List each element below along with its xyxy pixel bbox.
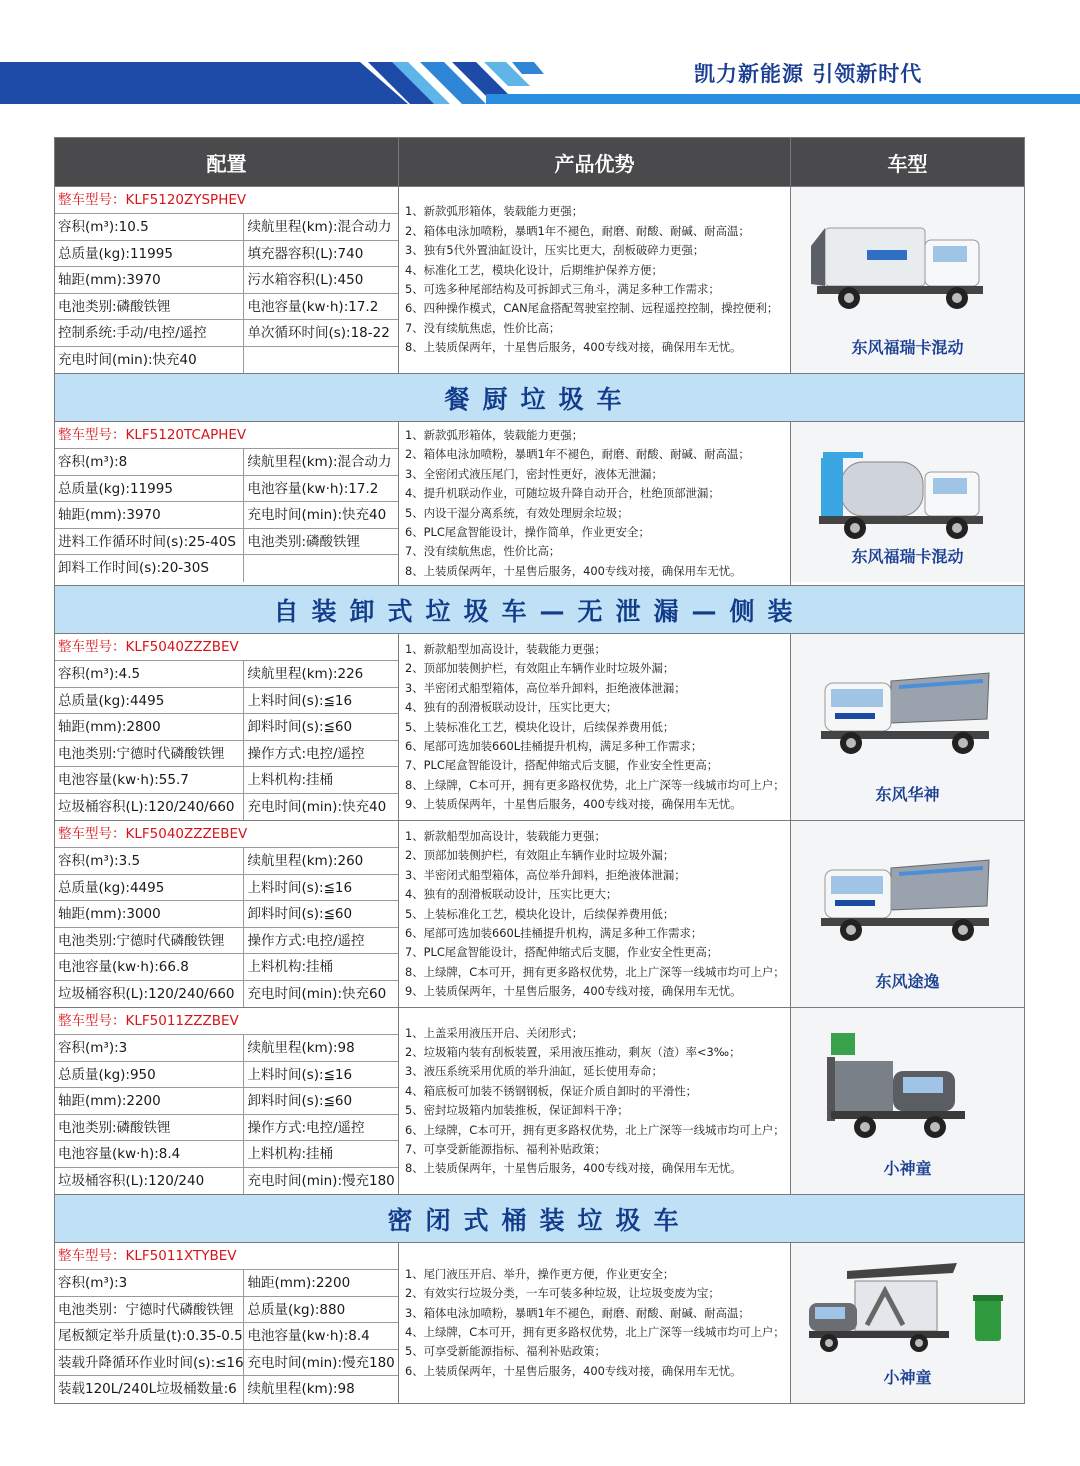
- advantage-item: 6、尾部可选加装660L挂桶提升机构，满足多种工作需求；: [405, 738, 703, 753]
- slogan: 凯力新能源 引领新时代: [694, 62, 923, 86]
- spec-right: 充电时间(min):快充40: [247, 798, 387, 815]
- config-cell: [55, 1243, 399, 1403]
- advantage-item: 5、可享受新能源指标、福利补贴政策；: [405, 1344, 606, 1359]
- advantage-item: 2、箱体电泳加喷粉，暴晒1年不褪色，耐磨、耐酸、耐碱、耐高温；: [405, 447, 750, 462]
- advantage-item: 2、垃圾箱内装有刮板装置，采用液压推动，剩灰（渣）率<3‰；: [405, 1045, 741, 1060]
- spec-left: 电池容量(kw·h):8.4: [55, 1141, 244, 1167]
- advantage-item: 3、半密闭式船型箱体，高位举升卸料，拒绝液体泄漏；: [405, 680, 686, 695]
- model-name: 小神童: [883, 1159, 932, 1179]
- spec-left: 充电时间(min):快充40: [55, 347, 244, 374]
- spec-right: 轴距(mm):2200: [247, 1275, 351, 1292]
- advantage-item: 1、新款弧形箱体，装载能力更强；: [405, 204, 584, 219]
- spec-row: [55, 928, 398, 955]
- spec-row: [55, 688, 398, 715]
- advantage-item: 6、PLC尾盒智能设计，操作简单，作业更安全；: [405, 525, 650, 540]
- model-name: 东风途逸: [875, 972, 940, 992]
- spec-left: 电池类别:磷酸铁锂: [55, 294, 244, 320]
- spec-right: 续航里程(km):98: [247, 1381, 355, 1398]
- advantages-cell: [399, 1243, 791, 1403]
- spec-right: [244, 347, 398, 374]
- model-name: 小神童: [883, 1367, 932, 1387]
- advantage-item: 4、箱底板可加装不锈钢钢板，保证介质自卸时的平滑性；: [405, 1083, 698, 1098]
- advantage-item: 1、尾门液压开启、举升，操作更方便，作业更安全；: [405, 1266, 675, 1281]
- spec-left: 垃圾桶容积(L):120/240/660: [55, 794, 244, 821]
- advantage-item: 4、标准化工艺，模块化设计，后期维护保养方便；: [405, 262, 663, 277]
- advantage-item: 2、顶部加装侧护栏，有效阻止车辆作业时垃圾外漏；: [405, 661, 675, 676]
- advantage-item: 1、上盖采用液压开启、关闭形式；: [405, 1025, 584, 1040]
- spec-right: 卸料时间(s):≦60: [247, 1093, 353, 1110]
- model-cell: [791, 1243, 1024, 1403]
- spec-right: 续航里程(km):98: [247, 1040, 355, 1057]
- spec-row: [55, 449, 398, 476]
- advantage-item: 3、半密闭式船型箱体，高位举升卸料，拒绝液体泄漏；: [405, 867, 686, 882]
- advantages-cell: [399, 821, 791, 1007]
- spec-right: [244, 555, 398, 582]
- spec-left: 总质量(kg):4495: [55, 875, 244, 901]
- model-number: 整车型号：KLF5011XTYBEV: [55, 1243, 398, 1270]
- spec-row: [55, 981, 398, 1008]
- advantage-item: 4、独有的刮滑板联动设计，压实比更大；: [405, 700, 618, 715]
- advantages-cell: [399, 1008, 791, 1194]
- spec-left: 控制系统:手动/电控/遥控: [55, 320, 244, 346]
- spec-right: 续航里程(km):226: [247, 666, 364, 683]
- advantage-item: 7、没有续航焦虑，性价比高；: [405, 544, 561, 559]
- spec-row: [55, 767, 398, 794]
- spec-left: 容积(m³):10.5: [55, 214, 244, 240]
- spec-left: 总质量(kg):4495: [55, 688, 244, 714]
- spec-right: 电池容量(kw·h):17.2: [247, 298, 379, 315]
- advantage-item: 6、上绿牌，C本可开，拥有更多路权优势，北上广深等一线城市均可上户；: [405, 1122, 785, 1137]
- spec-left: 容积(m³):4.5: [55, 661, 244, 687]
- config-cell: [55, 1008, 399, 1194]
- spec-left: 总质量(kg):950: [55, 1062, 244, 1088]
- spec-right: 污水箱容积(L):450: [247, 272, 364, 288]
- header-advantages: 产品优势: [399, 138, 791, 186]
- spec-left: 轴距(mm):2200: [55, 1088, 244, 1114]
- spec-left: 电池容量(kw·h):55.7: [55, 767, 244, 793]
- model-cell: [791, 422, 1024, 582]
- header-config: 配置: [55, 138, 399, 186]
- spec-row: [55, 794, 398, 821]
- spec-row: [55, 347, 398, 374]
- advantage-item: 4、提升机联动作业，可随垃圾升降自动开合，杜绝顶部泄漏；: [405, 486, 720, 501]
- advantage-item: 9、上装质保两年，十星售后服务，400专线对接，确保用车无忧。: [405, 797, 742, 812]
- advantages-cell: [399, 634, 791, 820]
- advantage-item: 1、新款弧形箱体，装载能力更强；: [405, 428, 584, 442]
- model-cell: [791, 634, 1024, 820]
- advantages-cell: [399, 422, 791, 585]
- spec-left: 总质量(kg):11995: [55, 476, 244, 502]
- spec-right: 上料机构:挂桶: [247, 959, 334, 976]
- spec-right: 续航里程(km):混合动力: [247, 454, 392, 470]
- advantage-item: 3、液压系统采用优质的举升油缸，延长使用寿命；: [405, 1064, 663, 1079]
- advantage-item: 3、全密闭式液压尾门，密封性更好，液体无泄漏；: [405, 466, 663, 481]
- spec-row: [55, 1035, 398, 1062]
- advantage-item: 7、可享受新能源指标、福利补贴政策；: [405, 1142, 606, 1157]
- spec-right: 续航里程(km):混合动力: [247, 219, 392, 235]
- spec-right: 总质量(kg):880: [247, 1301, 346, 1318]
- advantage-item: 5、内设干湿分离系统，有效处理厨余垃圾；: [405, 505, 629, 520]
- spec-left: 装载升降循环作业时间(s):≤16: [55, 1350, 244, 1376]
- advantage-item: 7、PLC尾盒智能设计，搭配伸缩式后支腿，作业安全性更高；: [405, 945, 719, 960]
- spec-row: [55, 1270, 398, 1297]
- spec-row: [55, 661, 398, 688]
- advantage-item: 9、上装质保两年，十星售后服务，400专线对接，确保用车无忧。: [405, 984, 742, 999]
- advantage-item: 8、上装质保两年，十星售后服务，400专线对接，确保用车无忧。: [405, 340, 742, 355]
- model-name: 东风福瑞卡混动: [851, 546, 964, 566]
- spec-right: 上料时间(s):≦16: [247, 879, 353, 896]
- advantage-item: 8、上装质保两年，十星售后服务，400专线对接，确保用车无忧。: [405, 563, 742, 578]
- advantage-item: 5、上装标准化工艺，模块化设计，后续保养费用低；: [405, 719, 675, 734]
- spec-row: [55, 875, 398, 902]
- spec-table: [54, 137, 1025, 1404]
- spec-row: [55, 954, 398, 981]
- advantage-item: 8、上绿牌，C本可开，拥有更多路权优势，北上广深等一线城市均可上户；: [405, 964, 785, 979]
- config-cell: [55, 821, 399, 1007]
- advantage-item: 8、上绿牌，C本可开，拥有更多路权优势，北上广深等一线城市均可上户；: [405, 777, 785, 792]
- product-row: [55, 421, 1024, 585]
- spec-row: [55, 320, 398, 347]
- advantage-item: 4、独有的刮滑板联动设计，压实比更大；: [405, 887, 618, 902]
- spec-right: 操作方式:电控/遥控: [247, 1119, 365, 1136]
- spec-left: 垃圾桶容积(L):120/240/660: [55, 981, 244, 1008]
- spec-left: 容积(m³):3: [55, 1270, 244, 1296]
- advantage-item: 1、新款船型加高设计，装载能力更强；: [405, 641, 606, 656]
- advantage-item: 1、新款船型加高设计，装载能力更强；: [405, 828, 606, 843]
- spec-left: 轴距(mm):3970: [55, 502, 244, 528]
- spec-right: 充电时间(min):慢充180: [247, 1354, 395, 1371]
- spec-row: [55, 267, 398, 294]
- spec-right: 续航里程(km):260: [247, 853, 364, 870]
- advantage-item: 2、有效实行垃圾分类，一车可装多种垃圾，让垃圾变废为宝；: [405, 1286, 720, 1301]
- advantage-item: 2、顶部加装侧护栏，有效阻止车辆作业时垃圾外漏；: [405, 848, 675, 863]
- spec-right: 卸料时间(s):≦60: [247, 719, 353, 736]
- spec-left: 卸料工作时间(s):20-30S: [55, 555, 244, 582]
- section-title: 自装卸式垃圾车—无泄漏—侧装: [55, 585, 1024, 633]
- product-row: [55, 633, 1024, 820]
- spec-row: [55, 1323, 398, 1350]
- model-number: 整车型号：KLF5120ZYSPHEV: [55, 187, 398, 214]
- spec-left: 电池类别:宁德时代磷酸铁锂: [55, 741, 244, 767]
- model-number: 整车型号：KLF5040ZZZBEV: [55, 634, 398, 661]
- table-header: [55, 138, 1024, 186]
- spec-row: [55, 214, 398, 241]
- spec-row: [55, 1088, 398, 1115]
- product-row: [55, 186, 1024, 373]
- config-cell: [55, 422, 399, 585]
- section-title: 密闭式桶装垃圾车: [55, 1194, 1024, 1242]
- spec-right: 卸料时间(s):≦60: [247, 906, 353, 923]
- spec-left: 电池类别:磷酸铁锂: [55, 1115, 244, 1141]
- spec-right: 操作方式:电控/遥控: [247, 932, 365, 949]
- spec-row: [55, 476, 398, 503]
- spec-left: 轴距(mm):2800: [55, 714, 244, 740]
- spec-row: [55, 1168, 398, 1195]
- spec-row: [55, 1115, 398, 1142]
- spec-right: 操作方式:电控/遥控: [247, 745, 365, 762]
- spec-right: 电池类别:磷酸铁锂: [247, 533, 361, 550]
- config-cell: [55, 187, 399, 373]
- model-name: 东风华神: [875, 785, 940, 805]
- advantage-item: 5、上装标准化工艺，模块化设计，后续保养费用低；: [405, 906, 675, 921]
- spec-row: [55, 1297, 398, 1324]
- model-number: 整车型号：KLF5040ZZZEBEV: [55, 821, 398, 848]
- advantage-item: 6、尾部可选加装660L挂桶提升机构，满足多种工作需求；: [405, 925, 703, 940]
- spec-left: 总质量(kg):11995: [55, 241, 244, 267]
- spec-row: [55, 848, 398, 875]
- spec-left: 电池类别:宁德时代磷酸铁锂: [55, 928, 244, 954]
- product-row: [55, 820, 1024, 1007]
- section-title: 餐厨垃圾车: [55, 373, 1024, 421]
- advantage-item: 7、PLC尾盒智能设计，搭配伸缩式后支腿，作业安全性更高；: [405, 758, 719, 773]
- spec-left: 容积(m³):3.5: [55, 848, 244, 874]
- spec-left: 容积(m³):3: [55, 1035, 244, 1061]
- spec-row: [55, 1376, 398, 1403]
- product-row: [55, 1242, 1024, 1403]
- advantage-item: 7、没有续航焦虑，性价比高；: [405, 320, 561, 335]
- spec-row: [55, 502, 398, 529]
- spec-right: 上料时间(s):≦16: [247, 1066, 353, 1083]
- spec-left: 尾板额定举升质量(t):0.35-0.5: [55, 1323, 244, 1349]
- spec-row: [55, 294, 398, 321]
- spec-row: [55, 1062, 398, 1089]
- spec-right: 上料机构:挂桶: [247, 1146, 334, 1163]
- advantage-item: 2、箱体电泳加喷粉，暴晒1年不褪色，耐磨、耐酸、耐碱、耐高温；: [405, 223, 750, 238]
- advantage-item: 6、四种操作模式，CAN尾盒搭配驾驶室控制、远程遥控控制，操控便利；: [405, 301, 779, 316]
- spec-row: [55, 714, 398, 741]
- spec-row: [55, 1350, 398, 1377]
- model-number: 整车型号：KLF5011ZZZBEV: [55, 1008, 398, 1035]
- model-cell: [791, 1008, 1024, 1194]
- header-model: 车型: [887, 151, 928, 176]
- spec-left: 轴距(mm):3970: [55, 267, 244, 293]
- advantage-item: 3、独有5代外置油缸设计，压实比更大，刮板破碎力更强；: [405, 243, 705, 258]
- spec-right: 充电时间(min):慢充180: [247, 1172, 395, 1189]
- model-cell: [791, 821, 1024, 1007]
- spec-row: [55, 529, 398, 556]
- spec-right: 上料时间(s):≦16: [247, 692, 353, 709]
- advantage-item: 8、上装质保两年，十星售后服务，400专线对接，确保用车无忧。: [405, 1161, 742, 1176]
- spec-row: [55, 741, 398, 768]
- model-number: 整车型号：KLF5120TCAPHEV: [55, 422, 398, 449]
- spec-right: 上料机构:挂桶: [247, 772, 334, 789]
- spec-left: 电池类别：宁德时代磷酸铁锂: [55, 1297, 244, 1323]
- model-cell: [791, 187, 1024, 373]
- advantage-item: 5、可选多种尾部结构及可拆卸式三角斗，满足多种工作需求；: [405, 282, 720, 296]
- advantage-item: 4、上绿牌，C本可开，拥有更多路权优势，北上广深等一线城市均可上户；: [405, 1325, 785, 1339]
- spec-row: [55, 555, 398, 582]
- advantage-item: 3、箱体电泳加喷粉，暴晒1年不褪色，耐磨、耐酸、耐碱、耐高温；: [405, 1305, 750, 1320]
- spec-left: 装载120L/240L垃圾桶数量:6: [55, 1376, 244, 1403]
- advantages-cell: [399, 187, 791, 373]
- spec-right: 电池容量(kw·h):17.2: [247, 480, 379, 497]
- spec-left: 电池容量(kw·h):66.8: [55, 954, 244, 980]
- spec-right: 充电时间(min):快充40: [247, 507, 387, 523]
- config-cell: [55, 634, 399, 820]
- spec-right: 充电时间(min):快充60: [247, 985, 387, 1002]
- spec-left: 垃圾桶容积(L):120/240: [55, 1168, 244, 1195]
- spec-row: [55, 901, 398, 928]
- spec-row: [55, 241, 398, 268]
- spec-row: [55, 1141, 398, 1168]
- spec-left: 进料工作循环时间(s):25-40S: [55, 529, 244, 555]
- spec-left: 轴距(mm):3000: [55, 901, 244, 927]
- advantage-item: 5、密封垃圾箱内加装推板，保证卸料干净；: [405, 1103, 629, 1118]
- spec-right: 填充器容积(L):740: [247, 245, 364, 262]
- spec-right: 单次循环时间(s):18-22: [247, 325, 390, 341]
- spec-left: 容积(m³):8: [55, 449, 244, 475]
- spec-right: 电池容量(kw·h):8.4: [247, 1328, 370, 1345]
- product-row: [55, 1007, 1024, 1194]
- advantage-item: 6、上装质保两年，十星售后服务，400专线对接，确保用车无忧。: [405, 1363, 742, 1378]
- model-name: 东风福瑞卡混动: [851, 338, 964, 357]
